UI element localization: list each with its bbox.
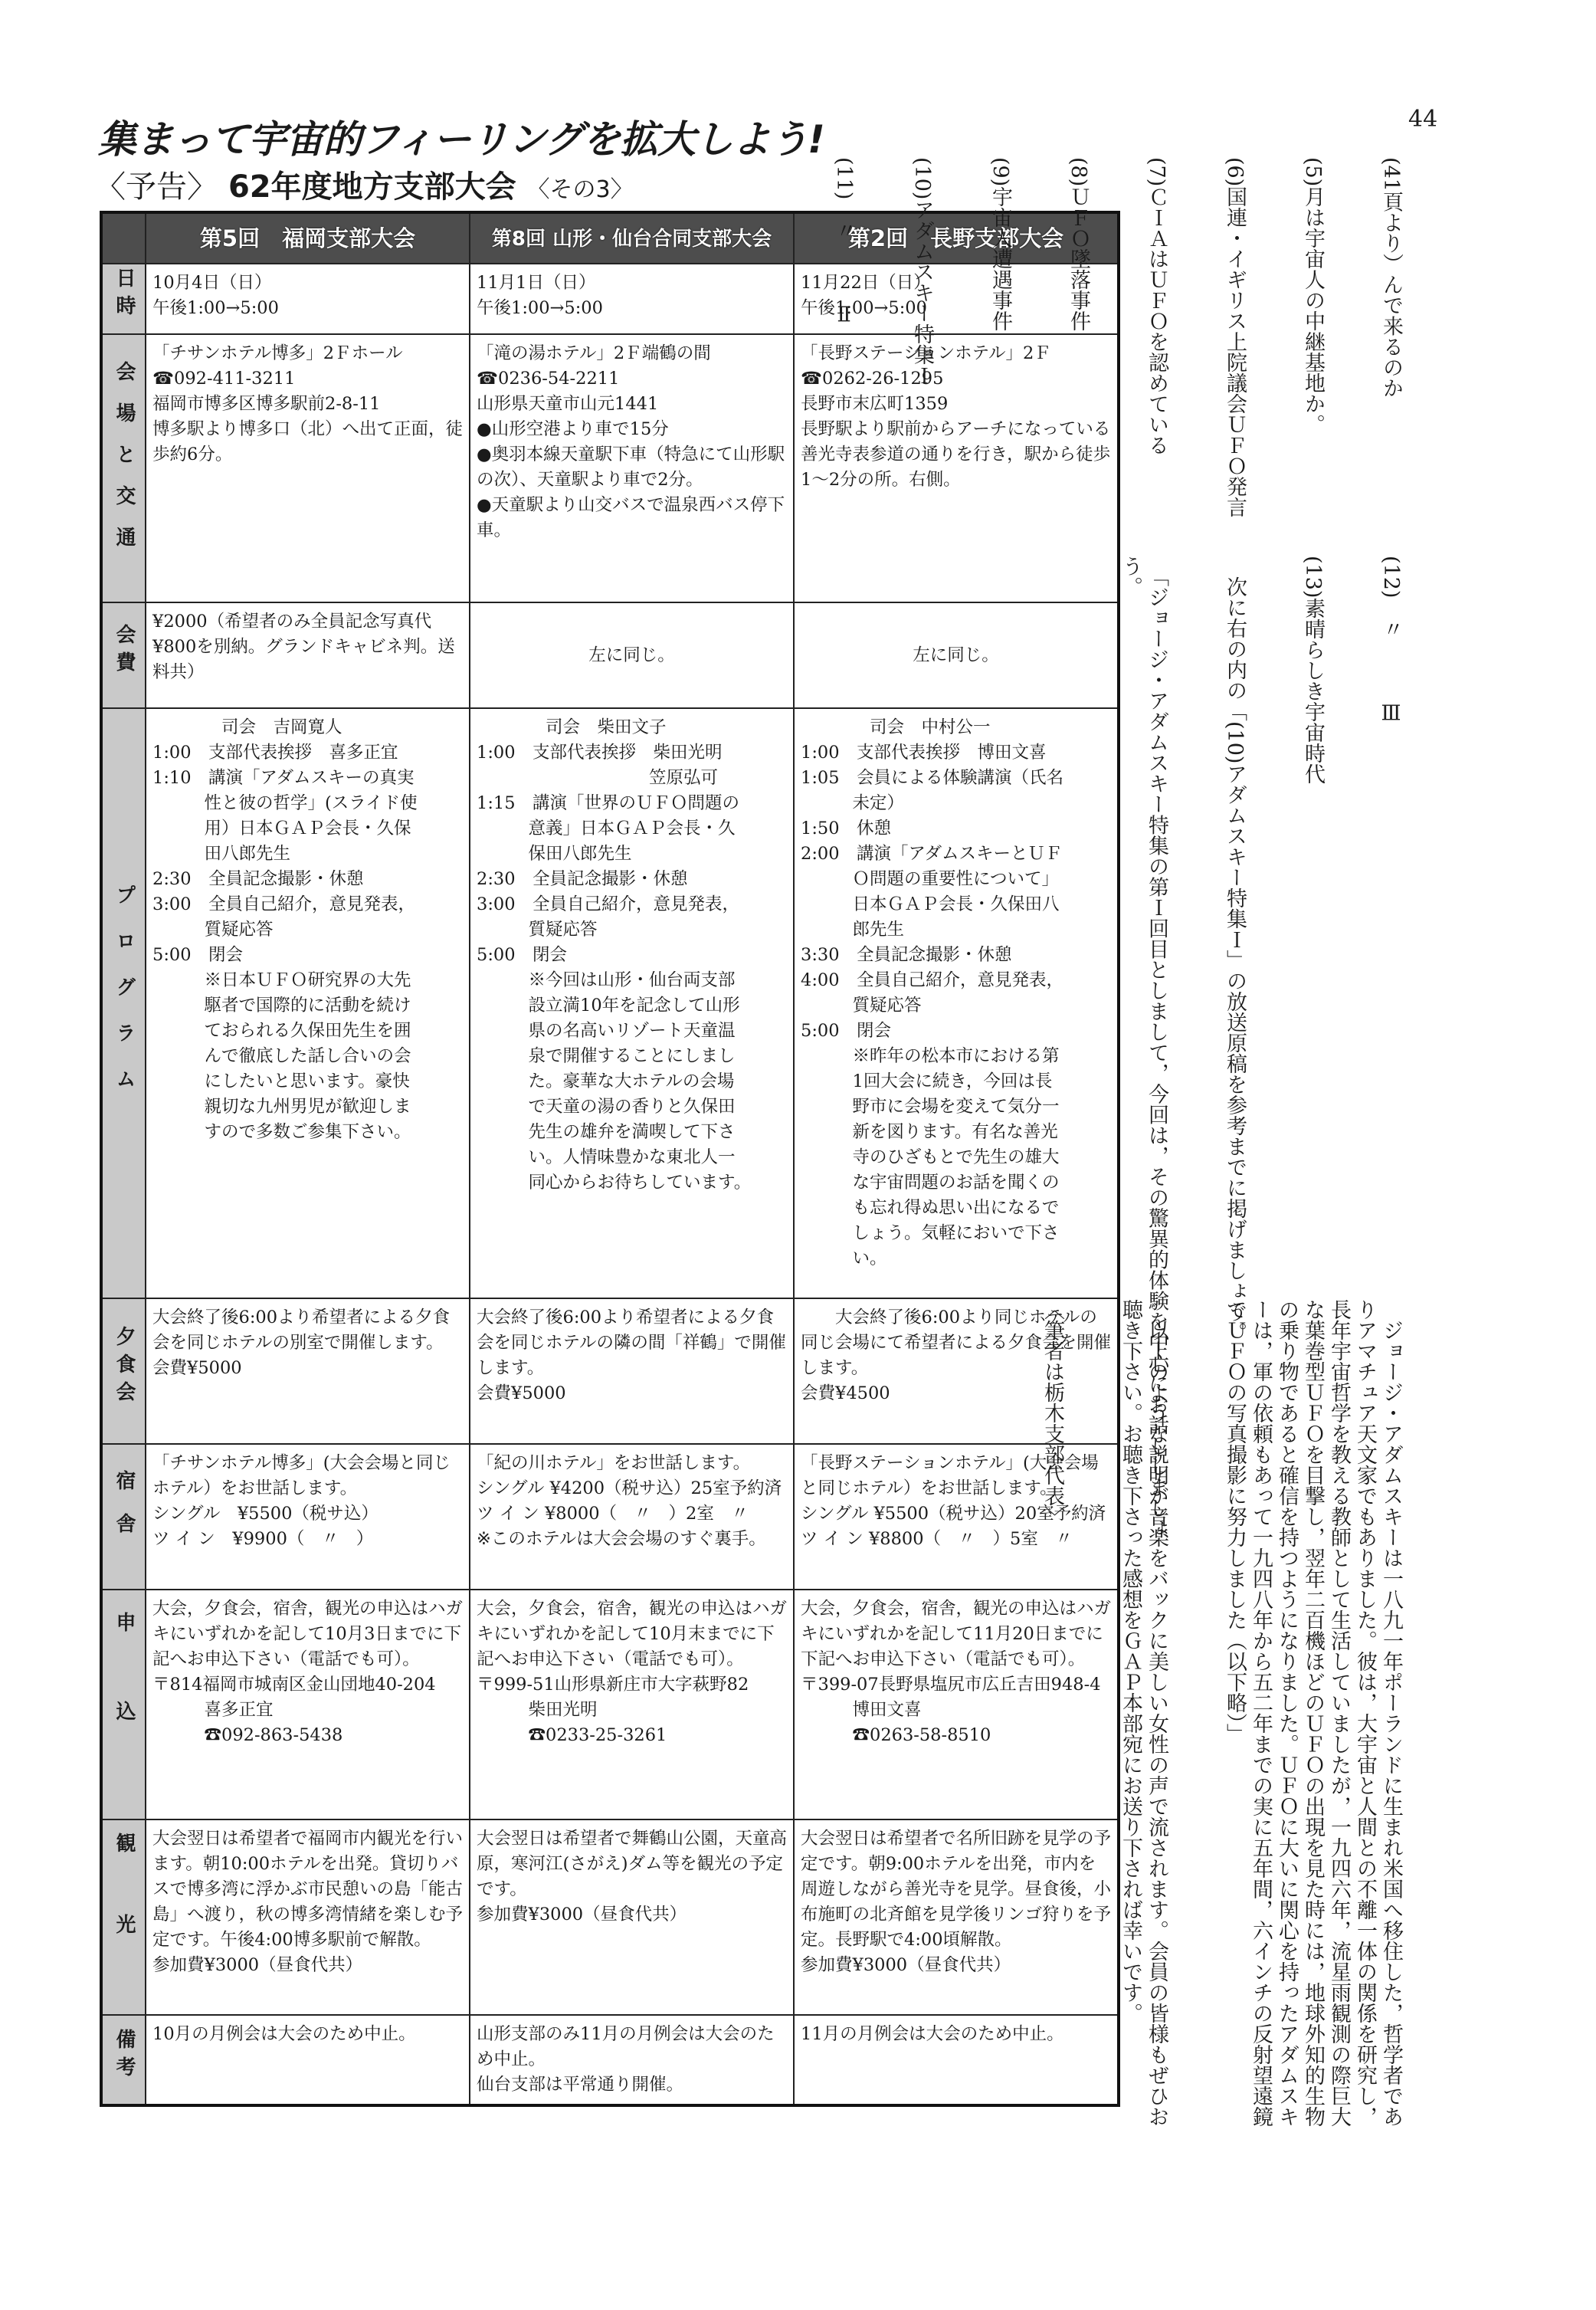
- cell-nagano: 11月22日（日） 午後1:00→5:00: [794, 264, 1119, 334]
- author-note: 〈筆者は栃木支部代表〉: [1041, 1299, 1064, 1527]
- cell-yamagata: 大会翌日は希望者で舞鶴山公園，天童高原，寒河江(さがえ)ダム等を観光の予定です。 参加費¥3000（昼食代共）: [470, 1819, 794, 2015]
- cell-nagano: 司会 中村公一 1:00 支部代表挨拶 博田文喜 1:05 会員による体験講演（氏名 未定） 1:50 休憩 2:00 講演「アダムスキーとＵＦ Ｏ問題の重要性について」 日本ＧＡＰ会長・久保田八 郎先生 3:30 全員記念撮影・休憩 4:00 全員自己紹介，意見発表， 質疑応答 5:00 閉会 ※昨年の松本市における第 1回大会に続き，今回は長 野市に会場を変えて気分一 新を図ります。有名な善光 寺のひざもとで先生の雄大 な宇宙問題のお話を聞くの も忘れ得ぬ思い出になるで しょう。気軽においで下さ い。: [794, 708, 1119, 1298]
- article-paragraph: 「ジョージ・アダムスキー特集の第Ｉ回目としまして，今回は，その驚異的体験を中心にお話ししましょう。: [1119, 556, 1168, 1539]
- header-corner: [101, 212, 146, 264]
- row-dinner: [101, 1298, 1119, 1444]
- cell-yamagata: 「滝の湯ホテル」2Ｆ端鶴の間 ☎0236-54-2211 山形県天童市山元1441 ●山形空港より車で15分 ●奥羽本線天童駅下車（特急にて山形駅の次）、天童駅より車で2分。 ●天童駅より山交バスで温泉西バス停下車。: [470, 334, 794, 602]
- article-line: (10)アダムスキー特集Ｉ: [910, 157, 934, 386]
- article-line: (8)ＵＦＯ墜落事件: [1067, 157, 1090, 332]
- row-label: 会場と交通: [101, 334, 146, 602]
- cell-fukuoka: 大会，夕食会，宿舎，観光の申込はハガキにいずれかを記して10月3日までに下記へお申込下さい（電話でも可）。 〒814福岡市城南区金山団地40-204 喜多正宜 ☎092-863-5438: [146, 1590, 470, 1819]
- page-number: 44: [1408, 106, 1438, 133]
- header-yamagata-sendai: 第8回 山形・仙台合同支部大会: [470, 212, 794, 264]
- article-paragraph: 以上のような説明が音楽をバックに美しい女性の声で流されます。会員の皆様もぜひお聴き下さい。お聴き下さった感想をＧＡＰ本部宛にお送り下されば幸いです。: [1119, 1299, 1168, 2127]
- cell-yamagata: 司会 柴田文子 1:00 支部代表挨拶 柴田光明 笠原弘可 1:15 講演「世界のＵＦＯ問題の 意義」日本ＧＡＰ会長・久 保田八郎先生 2:30 全員記念撮影・休憩 3:00 全員自己紹介，意見発表， 質疑応答 5:00 閉会 ※今回は山形・仙台両支部 設立満10年を記念して山形 県の名高いリゾート天童温 泉で開催することにしまし た。豪華な大ホテルの会場 で天童の湯の香りと久保田 先生の雄弁を満喫して下さ い。人情味豊かな東北人一 同心からお待ちしています。: [470, 708, 794, 1298]
- headline: 集まって宇宙的フィーリングを拡大しよう!: [98, 117, 824, 162]
- row-label: 申込: [101, 1590, 146, 1819]
- cell-fukuoka: 「チサンホテル博多」(大会会場と同じホテル）をお世話します。 シングル ¥5500（税サ込） ツ イ ン ¥9900（ 〃 ）: [146, 1444, 470, 1590]
- row-label: 会費: [101, 602, 146, 708]
- article-line: (13)素晴らしき宇宙時代: [1301, 556, 1325, 785]
- cell-nagano: 「長野ステーションホテル」2Ｆ ☎0262-26-1295 長野市末広町1359 長野駅より駅前からアーチになっている善光寺表参道の通りを行き，駅から徒歩1～2分の所。右側。: [794, 334, 1119, 602]
- row-label: 観光: [101, 1819, 146, 2015]
- row-remarks: [101, 2015, 1119, 2105]
- row-label: 宿舎: [101, 1444, 146, 1590]
- row-sightseeing: [101, 1819, 1119, 2015]
- cell-fukuoka: 10月の月例会は大会のため中止。: [146, 2015, 470, 2105]
- article-paragraph: ジョージ・アダムスキーは一八九一年ポーランドに生まれ米国へ移住した，哲学者でありアマチュア天文家でもありました。彼は，大宇宙と人間との不離一体の関係を研究し，長年宇宙哲学を教える教師として生活していましたが，一九四六年，流星雨観測の際巨大な葉巻型ＵＦＯを目撃し，翌年二百機ほどのＵＦＯの出現を見た時には，地球外知的生物の乗り物であると確信を持つようになりました。ＵＦＯに大いに関心を持ったアダムスキーは，軍の依頼もあって一九四八年から五二年までの実に五年間，六インチの反射望遠鏡でＵＦＯの写真撮影に努力しました（以下略）」: [1223, 1299, 1403, 2127]
- cell-yamagata: 左に同じ。: [470, 602, 794, 708]
- cell-fukuoka: 大会翌日は希望者で福岡市内観光を行います。朝10:00ホテルを出発。貸切りバスで博多湾に浮かぶ市民憩いの島「能古島」へ渡り，秋の博多湾情緒を楽しむ予定です。午後4:00博多駅前で解散。 参加費¥3000（昼食代共）: [146, 1819, 470, 2015]
- article-line: (9)宇宙人遭遇事件: [988, 157, 1012, 332]
- cell-fukuoka: 10月4日（日） 午後1:00→5:00: [146, 264, 470, 334]
- cell-nagano: 大会終了後6:00より同じホテルの同じ会場にて希望者による夕食会を開催します。 会費¥4500: [794, 1298, 1119, 1444]
- cell-nagano: 「長野ステーションホテル」(大会会場と同じホテル）をお世話します。 シングル ¥5500（税サ込）20室予約済 ツ イ ン ¥8800（ 〃 ）5室 〃: [794, 1444, 1119, 1590]
- cell-nagano: 左に同じ。: [794, 602, 1119, 708]
- row-label: プログラム: [101, 708, 146, 1298]
- cell-fukuoka: 「チサンホテル博多」2Ｆホール ☎092-411-3211 福岡市博多区博多駅前2-8-11 博多駅より博多口（北）へ出て正面，徒歩約6分。: [146, 334, 470, 602]
- subtitle-prefix: 〈予告〉: [95, 169, 218, 205]
- cell-yamagata: 山形支部のみ11月の月例会は大会のため中止。 仙台支部は平常通り開催。: [470, 2015, 794, 2105]
- row-label: 日時: [101, 264, 146, 334]
- article-line: (11) 〃 Ⅱ: [832, 157, 856, 327]
- article-paragraph: 次に右の内の「(10)アダムスキー特集Ｉ」の放送原稿を参考までに掲げましょう。: [1223, 556, 1247, 1344]
- cell-nagano: 大会，夕食会，宿舎，観光の申込はハガキにいずれかを記して11月20日までに下記へお申込下さい（電話でも可）。 〒399-07長野県塩尻市広丘吉田948-4 博田文喜 ☎0263-58-8510: [794, 1590, 1119, 1819]
- article-line: (41頁より）んで来るのか: [1379, 157, 1403, 399]
- cell-yamagata: 大会終了後6:00より希望者による夕食会を同じホテルの隣の間「祥鶴」で開催します。 会費¥5000: [470, 1298, 794, 1444]
- article-line: (5)月は宇宙人の中継基地か。: [1301, 157, 1325, 435]
- header-fukuoka: 第5回 福岡支部大会: [146, 212, 470, 264]
- article-line: (7)ＣＩＡはＵＦＯを認めている: [1145, 157, 1168, 456]
- cell-fukuoka: 司会 吉岡寛人 1:00 支部代表挨拶 喜多正宜 1:10 講演「アダムスキーの真実 性と彼の哲学」(スライド使 用）日本ＧＡＰ会長・久保 田八郎先生 2:30 全員記念撮影・休憩 3:00 全員自己紹介，意見発表， 質疑応答 5:00 閉会 ※日本ＵＦＯ研究界の大先 駆者で国際的に活動を続け ておられる久保田先生を囲 んで徹底した話し合いの会 にしたいと思います。豪快 親切な九州男児が歓迎しま すので多数ご参集下さい。: [146, 708, 470, 1298]
- cell-yamagata: 「紀の川ホテル」をお世話します。 シングル ¥4200（税サ込）25室予約済 ツ イ ン ¥8000（ 〃 ）2室 〃 ※このホテルは大会会場のすぐ裏手。: [470, 1444, 794, 1590]
- article-line: (12) 〃 Ⅲ: [1379, 556, 1403, 726]
- row-label: 備考: [101, 2015, 146, 2105]
- subtitle: [95, 162, 634, 206]
- subtitle-suffix: 〈その3〉: [526, 176, 634, 203]
- header-nagano: 第2回 長野支部大会: [794, 212, 1119, 264]
- cell-fukuoka: 大会終了後6:00より希望者による夕食会を同じホテルの別室で開催します。 会費¥5000: [146, 1298, 470, 1444]
- cell-nagano: 大会翌日は希望者で名所旧跡を見学の予定です。朝9:00ホテルを出発，市内を周遊しながら善光寺を見学。昼食後，小布施町の北斉館を見学後リンゴ狩りを予定。長野駅で4:00頃解散。 参加費¥3000（昼食代共）: [794, 1819, 1119, 2015]
- cell-yamagata: 大会，夕食会，宿舎，観光の申込はハガキにいずれかを記して10月末までに下記へお申込下さい（電話でも可）。 〒999-51山形県新庄市大字萩野82 柴田光明 ☎0233-25-3261: [470, 1590, 794, 1819]
- cell-nagano: 11月の月例会は大会のため中止。: [794, 2015, 1119, 2105]
- row-application: [101, 1590, 1119, 1819]
- article-line: (6)国連・イギリス上院議会ＵＦＯ発言: [1223, 157, 1247, 518]
- row-label: 夕食会: [101, 1298, 146, 1444]
- cell-yamagata: 11月1日（日） 午後1:00→5:00: [470, 264, 794, 334]
- article-bottom-block: [1041, 1299, 1456, 2127]
- row-lodging: [101, 1444, 1119, 1590]
- cell-fukuoka: ¥2000（希望者のみ全員記念写真代¥800を別納。グランドキャビネ判。送料共）: [146, 602, 470, 708]
- subtitle-main: 62年度地方支部大会: [228, 169, 516, 205]
